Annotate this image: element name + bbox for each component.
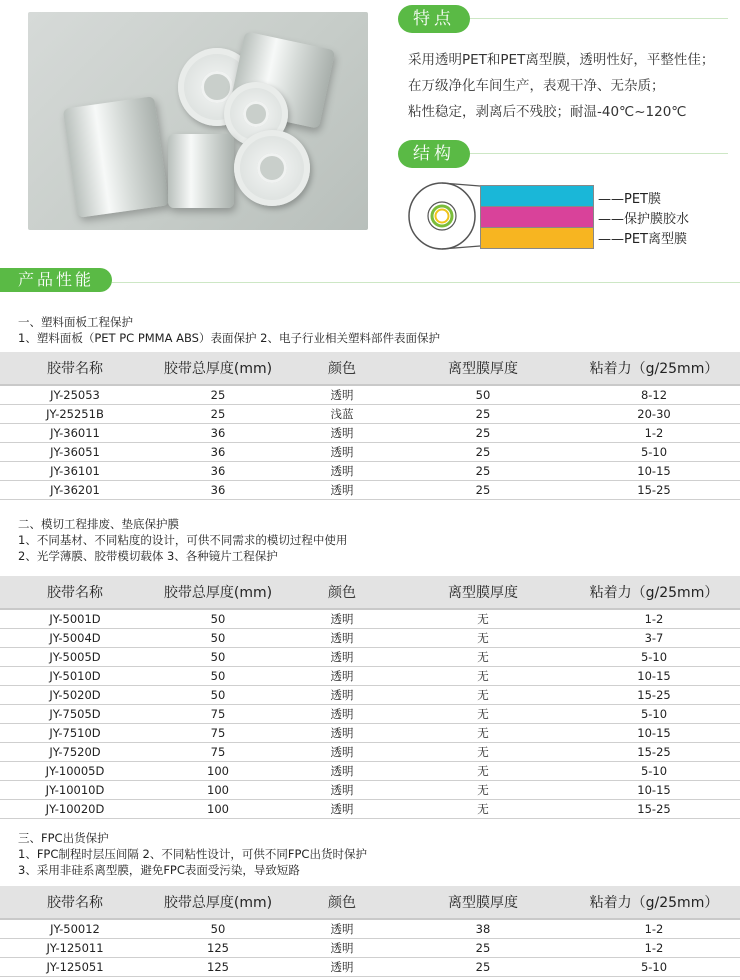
layer-bar-pet [480,185,594,207]
cell-thickness: 36 [150,462,286,481]
cell-color: 透明 [286,667,398,686]
cell-thickness: 125 [150,939,286,958]
cell-release-thickness: 无 [398,743,568,762]
cell-release-thickness: 无 [398,781,568,800]
cell-name: JY-36101 [0,462,150,481]
col-adhesion: 粘着力（g/25mm） [568,352,740,385]
cell-adhesion: 15-25 [568,743,740,762]
col-release-thickness: 离型膜厚度 [398,886,568,919]
cell-name: JY-125051 [0,958,150,977]
table-row [0,743,740,762]
table-body [0,609,740,819]
table-row [0,800,740,819]
spec-table-1 [0,352,740,500]
cell-thickness: 100 [150,781,286,800]
col-thickness: 胶带总厚度(mm) [150,352,286,385]
cell-thickness: 50 [150,648,286,667]
cell-adhesion: 5-10 [568,443,740,462]
cell-name: JY-5005D [0,648,150,667]
cell-thickness: 75 [150,705,286,724]
section-line: 1、塑料面板（PET PC PMMA ABS）表面保护 2、电子行业相关塑料部件表面保护 [18,331,440,345]
section-line: 2、光学薄膜、胶带模切载体 3、各种镜片工程保护 [18,549,278,563]
section-line: 1、FPC制程时层压间隔 2、不同粘性设计，可供不同FPC出货时保护 [18,847,367,861]
layer-bar-adhesive [480,206,594,228]
table-header-row [0,576,740,609]
layer-label-adhesive: ——保护膜胶水 [598,212,690,227]
cell-name: JY-7505D [0,705,150,724]
col-name: 胶带名称 [0,576,150,609]
section-3-text [18,830,367,878]
col-adhesion: 粘着力（g/25mm） [568,886,740,919]
table-row [0,609,740,629]
col-release-thickness: 离型膜厚度 [398,576,568,609]
cell-release-thickness: 38 [398,919,568,939]
table-row [0,667,740,686]
table-row [0,958,740,977]
table-header-row [0,886,740,919]
table-row [0,405,740,424]
table-row [0,781,740,800]
section-heading: 二、模切工程排废、垫底保护膜 [18,517,179,531]
cell-color: 透明 [286,609,398,629]
cell-adhesion: 1-2 [568,939,740,958]
cell-color: 透明 [286,462,398,481]
section-heading: 一、塑料面板工程保护 [18,315,133,329]
cell-release-thickness: 无 [398,800,568,819]
cell-adhesion: 10-15 [568,462,740,481]
cell-release-thickness: 无 [398,629,568,648]
cell-name: JY-10010D [0,781,150,800]
cell-release-thickness: 25 [398,462,568,481]
feature-line: 采用透明PET和PET离型膜，透明性好，平整性佳； [408,52,715,68]
cell-adhesion: 20-30 [568,405,740,424]
col-color: 颜色 [286,576,398,609]
table-row [0,686,740,705]
features-title: 特点 [398,5,470,33]
table-row [0,424,740,443]
tape-roll-icon [402,178,482,256]
table-row [0,648,740,667]
cell-name: JY-10020D [0,800,150,819]
table-body [0,385,740,500]
col-name: 胶带名称 [0,352,150,385]
cell-release-thickness: 50 [398,385,568,405]
cell-name: JY-25053 [0,385,150,405]
section-2-text [18,516,347,564]
cell-color: 透明 [286,481,398,500]
layer-label-release: ——PET离型膜 [598,232,687,247]
cell-release-thickness: 无 [398,724,568,743]
table-row [0,705,740,724]
cell-thickness: 75 [150,724,286,743]
cell-thickness: 25 [150,405,286,424]
cell-adhesion: 1-2 [568,919,740,939]
section-heading: 三、FPC出货保护 [18,831,109,845]
cell-color: 透明 [286,781,398,800]
table-row [0,462,740,481]
table-row [0,939,740,958]
performance-header [0,268,740,292]
col-color: 颜色 [286,886,398,919]
cell-release-thickness: 无 [398,667,568,686]
cell-adhesion: 8-12 [568,385,740,405]
cell-release-thickness: 无 [398,609,568,629]
cell-release-thickness: 25 [398,481,568,500]
table-row [0,385,740,405]
cell-thickness: 100 [150,800,286,819]
cell-color: 透明 [286,424,398,443]
cell-name: JY-5020D [0,686,150,705]
cell-release-thickness: 25 [398,424,568,443]
cell-color: 透明 [286,629,398,648]
spec-table-3 [0,886,740,977]
tape-roll-image [234,130,310,206]
cell-thickness: 36 [150,443,286,462]
cell-thickness: 125 [150,958,286,977]
performance-title: 产品性能 [0,268,112,292]
cell-name: JY-36011 [0,424,150,443]
structure-diagram [402,178,702,256]
col-name: 胶带名称 [0,886,150,919]
table-row [0,919,740,939]
cell-color: 透明 [286,958,398,977]
cell-release-thickness: 无 [398,762,568,781]
product-photo [28,12,368,230]
cell-release-thickness: 无 [398,705,568,724]
col-thickness: 胶带总厚度(mm) [150,886,286,919]
cell-release-thickness: 无 [398,686,568,705]
layer-label-pet: ——PET膜 [598,192,661,207]
cell-adhesion: 15-25 [568,800,740,819]
cell-adhesion: 5-10 [568,705,740,724]
table-body [0,919,740,977]
cell-name: JY-125011 [0,939,150,958]
feature-line: 在万级净化车间生产，表观干净、无杂质； [408,78,665,94]
cell-color: 透明 [286,686,398,705]
section-1-text [18,314,440,346]
cell-thickness: 36 [150,481,286,500]
cell-adhesion: 5-10 [568,648,740,667]
cell-thickness: 75 [150,743,286,762]
cell-name: JY-7520D [0,743,150,762]
layer-bars [480,186,594,249]
tape-roll-image [63,96,169,218]
cell-adhesion: 10-15 [568,724,740,743]
col-adhesion: 粘着力（g/25mm） [568,576,740,609]
cell-thickness: 36 [150,424,286,443]
spec-table-2 [0,576,740,819]
cell-adhesion: 15-25 [568,481,740,500]
cell-color: 浅蓝 [286,405,398,424]
cell-color: 透明 [286,743,398,762]
cell-adhesion: 3-7 [568,629,740,648]
cell-release-thickness: 25 [398,939,568,958]
cell-adhesion: 10-15 [568,667,740,686]
col-release-thickness: 离型膜厚度 [398,352,568,385]
cell-name: JY-5010D [0,667,150,686]
cell-adhesion: 1-2 [568,424,740,443]
cell-thickness: 50 [150,667,286,686]
cell-adhesion: 10-15 [568,781,740,800]
layer-bar-release [480,227,594,249]
cell-color: 透明 [286,648,398,667]
feature-line: 粘性稳定，剥离后不残胶；耐温-40℃~120℃ [408,104,687,120]
col-color: 颜色 [286,352,398,385]
cell-color: 透明 [286,762,398,781]
cell-release-thickness: 25 [398,405,568,424]
cell-name: JY-36051 [0,443,150,462]
cell-name: JY-5001D [0,609,150,629]
table-row [0,762,740,781]
cell-release-thickness: 25 [398,958,568,977]
cell-thickness: 100 [150,762,286,781]
cell-adhesion: 5-10 [568,958,740,977]
cell-thickness: 50 [150,686,286,705]
cell-color: 透明 [286,724,398,743]
cell-name: JY-10005D [0,762,150,781]
cell-color: 透明 [286,800,398,819]
cell-adhesion: 1-2 [568,609,740,629]
cell-release-thickness: 无 [398,648,568,667]
cell-thickness: 50 [150,919,286,939]
cell-color: 透明 [286,919,398,939]
cell-adhesion: 15-25 [568,686,740,705]
tape-roll-image [168,134,234,208]
table-row [0,724,740,743]
cell-name: JY-50012 [0,919,150,939]
cell-color: 透明 [286,443,398,462]
section-line: 3、采用非硅系离型膜，避免FPC表面受污染，导致短路 [18,863,300,877]
table-row [0,481,740,500]
cell-thickness: 50 [150,609,286,629]
cell-thickness: 50 [150,629,286,648]
cell-thickness: 25 [150,385,286,405]
cell-color: 透明 [286,385,398,405]
section-line: 1、不同基材、不同粘度的设计，可供不同需求的模切过程中使用 [18,533,348,547]
cell-release-thickness: 25 [398,443,568,462]
cell-name: JY-5004D [0,629,150,648]
cell-adhesion: 5-10 [568,762,740,781]
table-row [0,443,740,462]
table-header-row [0,352,740,385]
table-row [0,629,740,648]
structure-title: 结构 [398,140,470,168]
cell-name: JY-7510D [0,724,150,743]
cell-color: 透明 [286,705,398,724]
col-thickness: 胶带总厚度(mm) [150,576,286,609]
cell-name: JY-25251B [0,405,150,424]
cell-color: 透明 [286,939,398,958]
cell-name: JY-36201 [0,481,150,500]
